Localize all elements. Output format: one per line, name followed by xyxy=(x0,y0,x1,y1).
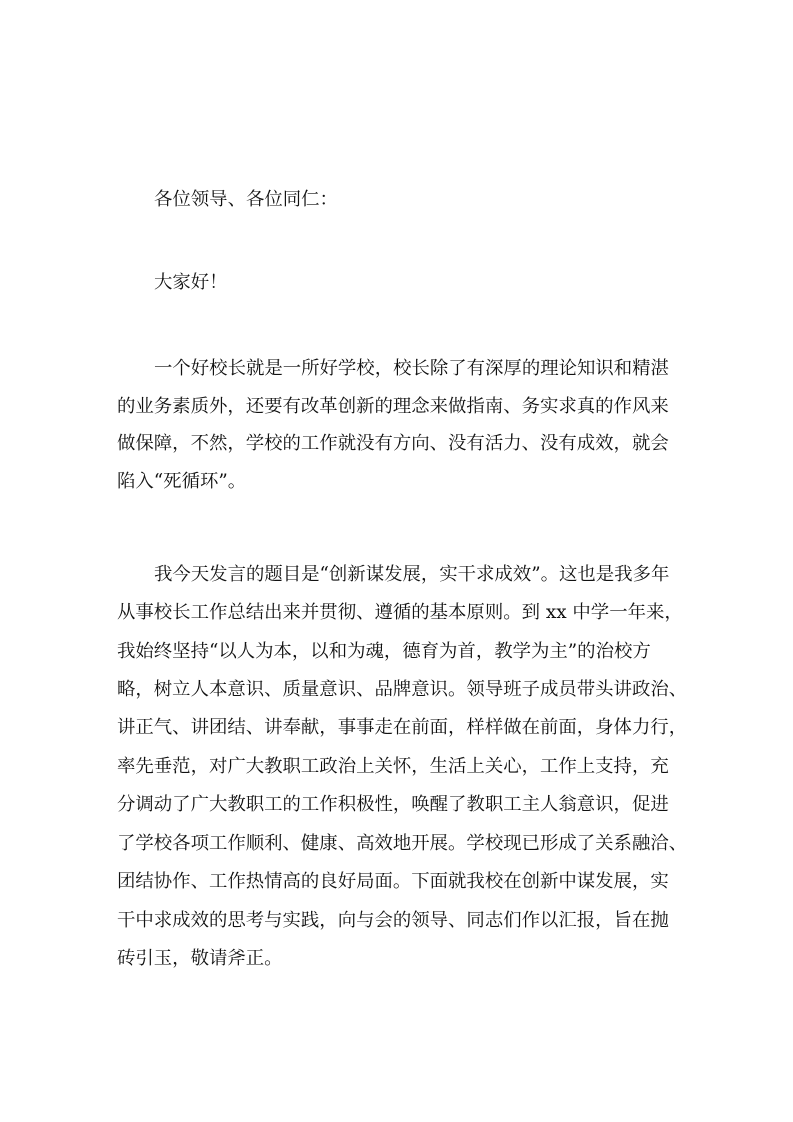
greeting: 大家好！ xyxy=(154,272,228,293)
paragraph-line: 干中求成效的思考与实践，向与会的领导、同志们作以汇报，旨在抛 xyxy=(117,910,669,931)
salutation: 各位领导、各位同仁： xyxy=(154,189,338,210)
paragraph-line: 从事校长工作总结出来并贯彻、遵循的基本原则。到 xx 中学一年来， xyxy=(117,602,683,623)
paragraph-line: 砖引玉，敬请斧正。 xyxy=(117,948,283,969)
paragraph-line: 团结协作、工作热情高的良好局面。下面就我校在创新中谋发展，实 xyxy=(117,871,669,892)
paragraph-line: 陷入“死循环”。 xyxy=(117,471,247,492)
paragraph-line: 做保障，不然，学校的工作就没有方向、没有活力、没有成效，就会 xyxy=(117,433,669,454)
paragraph-line: 略，树立人本意识、质量意识、品牌意识。领导班子成员带头讲政治、 xyxy=(117,679,688,700)
paragraph-line: 了学校各项工作顺利、健康、高效地开展。学校现已形成了关系融洽、 xyxy=(117,833,688,854)
paragraph-line: 的业务素质外，还要有改革创新的理念来做指南、务实求真的作风来 xyxy=(117,396,669,417)
paragraph-line: 率先垂范，对广大教职工政治上关怀，生活上关心，工作上支持，充 xyxy=(117,756,669,777)
paragraph-line: 讲正气、讲团结、讲奉献，事事走在前面，样样做在前面，身体力行， xyxy=(117,717,688,738)
paragraph-line: 我始终坚持“以人为本，以和为魂，德育为首，教学为主”的治校方 xyxy=(117,641,651,662)
paragraph-line: 我今天发言的题目是“创新谋发展，实干求成效”。这也是我多年 xyxy=(154,564,670,585)
paragraph-line: 一个好校长就是一所好学校，校长除了有深厚的理论知识和精湛 xyxy=(154,358,669,379)
paragraph-line: 分调动了广大教职工的工作积极性，唤醒了教职工主人翁意识，促进 xyxy=(117,794,669,815)
